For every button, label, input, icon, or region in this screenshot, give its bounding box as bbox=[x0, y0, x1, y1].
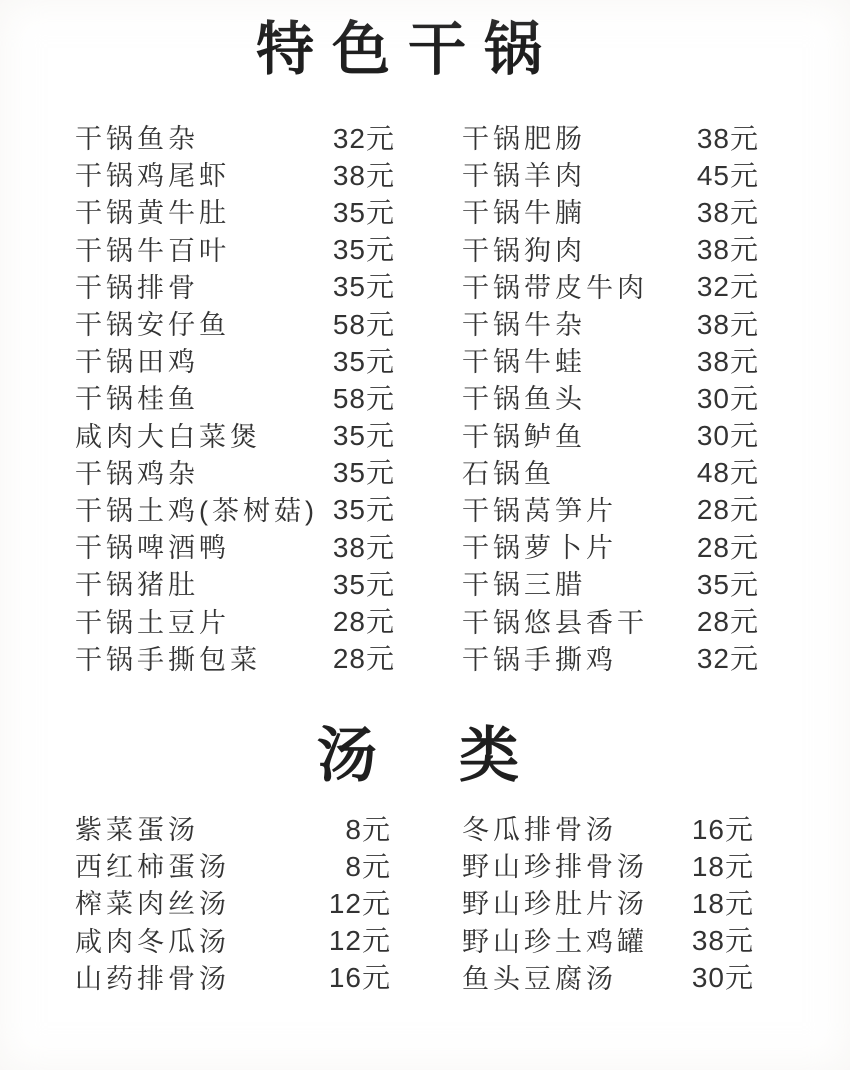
menu-item-price: 28元 bbox=[696, 606, 759, 638]
menu-item-price: 28元 bbox=[696, 494, 759, 526]
menu-item-price: 28元 bbox=[696, 531, 759, 563]
menu-item-name: 干锅狗肉 bbox=[462, 235, 586, 266]
menu-item-price: 48元 bbox=[696, 457, 759, 489]
menu-item-row bbox=[462, 958, 754, 995]
menu-item-name: 干锅手撕鸡 bbox=[462, 644, 617, 675]
menu-item-price: 12元 bbox=[328, 925, 391, 957]
menu-item-name: 石锅鱼 bbox=[462, 458, 555, 489]
menu-item-name: 干锅猪肚 bbox=[75, 570, 199, 601]
menu-item-row bbox=[462, 267, 759, 304]
menu-item-name: 干锅鱼杂 bbox=[75, 124, 199, 155]
menu-item-name: 干锅土豆片 bbox=[75, 607, 230, 638]
menu-item-name: 干锅萝卜片 bbox=[462, 533, 617, 564]
menu-item-name: 干锅鸡杂 bbox=[75, 458, 199, 489]
menu-item-name: 冬瓜排骨汤 bbox=[462, 815, 617, 846]
menu-item-row bbox=[75, 230, 395, 267]
dry-pot-right-column bbox=[462, 118, 759, 676]
menu-item-price: 38元 bbox=[696, 308, 759, 340]
menu-item-price: 35元 bbox=[696, 568, 759, 600]
menu-item-name: 干锅肥肠 bbox=[462, 124, 586, 155]
menu-item-name: 干锅牛杂 bbox=[462, 310, 586, 341]
menu-item-name: 咸肉大白菜煲 bbox=[75, 421, 261, 452]
menu-item-row bbox=[462, 341, 759, 378]
menu-item-name: 干锅带皮牛肉 bbox=[462, 272, 648, 303]
menu-item-row bbox=[462, 846, 754, 883]
menu-item-row bbox=[462, 527, 759, 564]
menu-item-name: 干锅鲈鱼 bbox=[462, 421, 586, 452]
menu-item-price: 35元 bbox=[332, 271, 395, 303]
menu-item-name: 野山珍土鸡罐 bbox=[462, 926, 648, 957]
menu-item-price: 8元 bbox=[345, 813, 391, 845]
menu-item-row bbox=[75, 341, 395, 378]
menu-item-price: 58元 bbox=[332, 308, 395, 340]
menu-item-row bbox=[75, 527, 395, 564]
menu-item-price: 35元 bbox=[332, 457, 395, 489]
menu-item-name: 干锅土鸡(茶树菇) bbox=[75, 495, 318, 526]
menu-item-row bbox=[462, 155, 759, 192]
menu-item-row bbox=[462, 809, 754, 846]
menu-item-price: 38元 bbox=[332, 531, 395, 563]
menu-item-price: 35元 bbox=[332, 234, 395, 266]
menu-item-row bbox=[462, 601, 759, 638]
menu-item-price: 45元 bbox=[696, 159, 759, 191]
menu-item-name: 干锅安仔鱼 bbox=[75, 310, 230, 341]
menu-item-name: 鱼头豆腐汤 bbox=[462, 963, 617, 994]
menu-item-row bbox=[75, 958, 391, 995]
menu-item-price: 30元 bbox=[696, 420, 759, 452]
menu-item-name: 野山珍排骨汤 bbox=[462, 852, 648, 883]
menu-item-row bbox=[462, 639, 759, 676]
menu-item-row bbox=[462, 453, 759, 490]
menu-item-row bbox=[75, 304, 395, 341]
menu-item-name: 干锅桂鱼 bbox=[75, 384, 199, 415]
menu-item-row bbox=[75, 564, 395, 601]
menu-item-name: 干锅啤酒鸭 bbox=[75, 533, 230, 564]
menu-item-row bbox=[462, 921, 754, 958]
menu-item-price: 38元 bbox=[696, 122, 759, 154]
menu-item-price: 16元 bbox=[328, 962, 391, 994]
dry-pot-left-column bbox=[75, 118, 395, 676]
menu-item-price: 38元 bbox=[696, 345, 759, 377]
menu-item-price: 28元 bbox=[332, 606, 395, 638]
menu-item-name: 干锅悠县香干 bbox=[462, 607, 648, 638]
menu-item-price: 35元 bbox=[332, 568, 395, 600]
menu-item-row bbox=[75, 192, 395, 229]
menu-item-name: 干锅莴笋片 bbox=[462, 495, 617, 526]
menu-item-name: 干锅牛百叶 bbox=[75, 235, 230, 266]
section-title-dry-pot: 特色干锅 bbox=[256, 17, 561, 82]
menu-item-price: 35元 bbox=[332, 196, 395, 228]
menu-item-row bbox=[75, 118, 395, 155]
menu-item-row bbox=[75, 416, 395, 453]
menu-item-price: 38元 bbox=[332, 159, 395, 191]
menu-item-price: 32元 bbox=[696, 271, 759, 303]
menu-item-name: 咸肉冬瓜汤 bbox=[75, 926, 230, 957]
menu-item-row bbox=[462, 118, 759, 155]
menu-item-name: 紫菜蛋汤 bbox=[75, 815, 199, 846]
menu-item-name: 干锅田鸡 bbox=[75, 347, 199, 378]
menu-item-row bbox=[462, 192, 759, 229]
menu-item-name: 野山珍肚片汤 bbox=[462, 889, 648, 920]
menu-item-name: 西红柿蛋汤 bbox=[75, 852, 230, 883]
menu-item-price: 35元 bbox=[332, 420, 395, 452]
menu-item-row bbox=[75, 846, 391, 883]
menu-item-row bbox=[75, 601, 395, 638]
menu-item-price: 38元 bbox=[691, 925, 754, 957]
menu-item-price: 35元 bbox=[332, 494, 395, 526]
menu-item-name: 干锅羊肉 bbox=[462, 161, 586, 192]
menu-item-price: 32元 bbox=[696, 643, 759, 675]
menu-item-name: 干锅鱼头 bbox=[462, 384, 586, 415]
menu-item-name: 干锅牛蛙 bbox=[462, 347, 586, 378]
menu-item-row bbox=[462, 304, 759, 341]
menu-item-name: 干锅排骨 bbox=[75, 272, 199, 303]
menu-item-price: 30元 bbox=[696, 382, 759, 414]
menu-item-name: 山药排骨汤 bbox=[75, 963, 230, 994]
menu-item-name: 干锅牛腩 bbox=[462, 198, 586, 229]
menu-item-price: 18元 bbox=[691, 850, 754, 882]
menu-item-row bbox=[75, 267, 395, 304]
menu-item-name: 干锅三腊 bbox=[462, 570, 586, 601]
menu-item-row bbox=[75, 921, 391, 958]
menu-item-name: 干锅手撕包菜 bbox=[75, 644, 261, 675]
menu-item-row bbox=[75, 453, 395, 490]
menu-item-row bbox=[75, 883, 391, 920]
menu-item-row bbox=[75, 490, 395, 527]
menu-item-price: 18元 bbox=[691, 887, 754, 919]
soups-left-column bbox=[75, 809, 391, 995]
menu-item-row bbox=[462, 564, 759, 601]
menu-item-price: 35元 bbox=[332, 345, 395, 377]
menu-item-price: 38元 bbox=[696, 234, 759, 266]
menu-item-price: 16元 bbox=[691, 813, 754, 845]
menu-item-name: 干锅鸡尾虾 bbox=[75, 161, 230, 192]
menu-item-price: 12元 bbox=[328, 887, 391, 919]
menu-item-row bbox=[75, 155, 395, 192]
menu-item-row bbox=[462, 883, 754, 920]
menu-item-name: 榨菜肉丝汤 bbox=[75, 889, 230, 920]
menu-item-row bbox=[75, 639, 395, 676]
menu-item-price: 32元 bbox=[332, 122, 395, 154]
menu-item-name: 干锅黄牛肚 bbox=[75, 198, 230, 229]
menu-item-row bbox=[75, 378, 395, 415]
menu-item-price: 28元 bbox=[332, 643, 395, 675]
menu-item-price: 38元 bbox=[696, 196, 759, 228]
menu-item-row bbox=[462, 490, 759, 527]
menu-item-row bbox=[462, 378, 759, 415]
menu-item-price: 8元 bbox=[345, 850, 391, 882]
menu-item-price: 30元 bbox=[691, 962, 754, 994]
soups-right-column bbox=[462, 809, 754, 995]
menu-item-row bbox=[75, 809, 391, 846]
menu-item-price: 58元 bbox=[332, 382, 395, 414]
menu-item-row bbox=[462, 416, 759, 453]
section-title-soups: 汤类 bbox=[317, 723, 601, 789]
menu-item-row bbox=[462, 230, 759, 267]
